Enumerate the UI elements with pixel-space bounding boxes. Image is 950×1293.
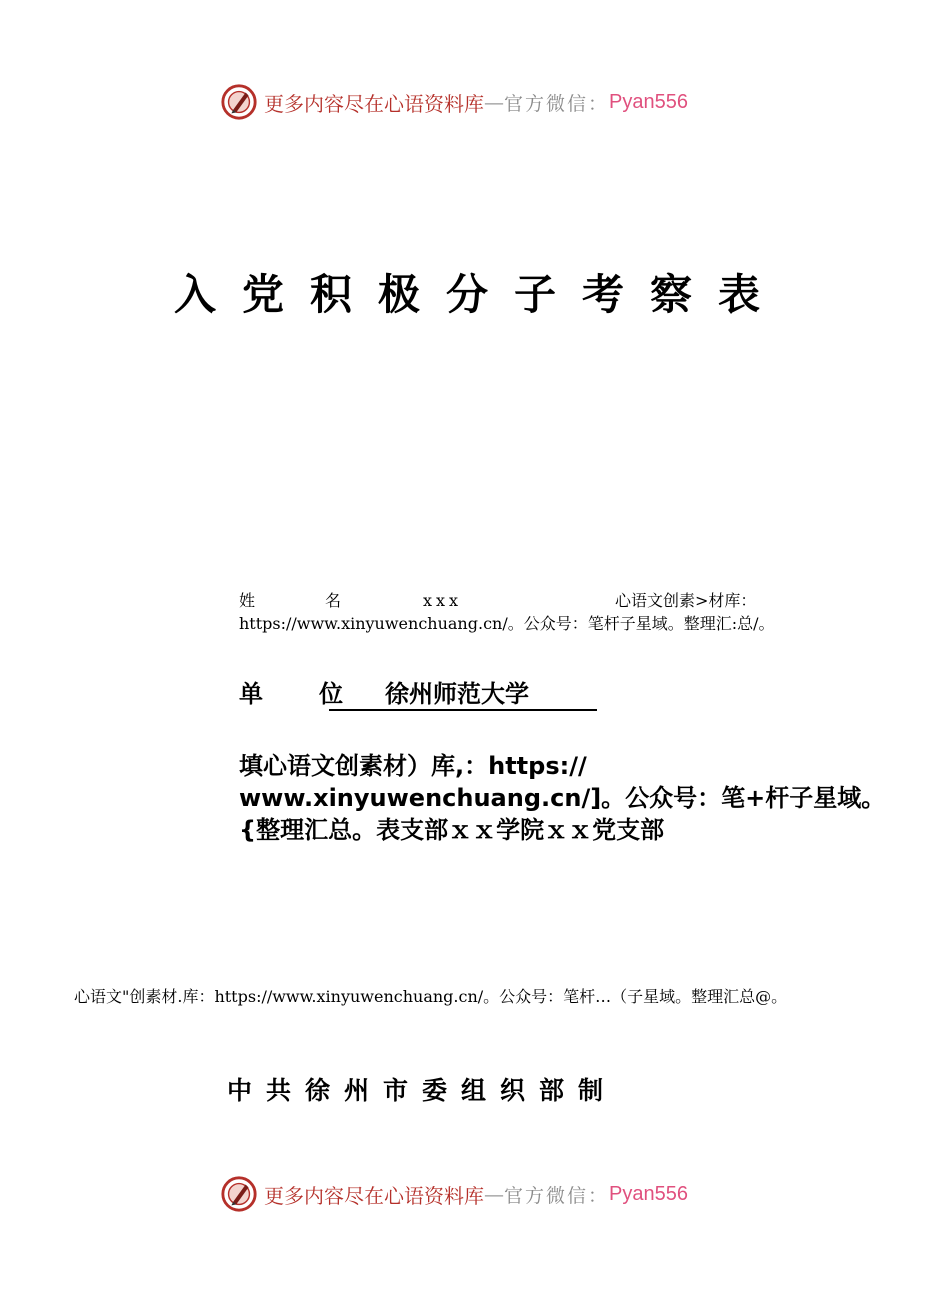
name-label: 姓名 [239,591,412,610]
issuing-organization: 中共徐州市委组织部制 [227,1076,618,1105]
unit-label: 单位 [239,680,399,708]
document-title: 入党积极分子考察表 [173,270,786,319]
footer-banner [220,1174,688,1214]
unit-value: 徐州师范大学 [329,679,597,711]
banner-dash: — [484,1182,504,1206]
banner-dash: — [484,90,504,114]
header-banner [220,82,688,122]
unit-row [239,674,597,711]
watermark-line2: https://www.xinyuwenchuang.cn/。公众号：笔杆子星域。整理汇:总/。 [239,614,775,633]
banner-wechat-id: Pyan556 [609,90,688,113]
banner-wechat-id: Pyan556 [609,1182,688,1205]
banner-text: 更多内容尽在心语资料库 [264,91,484,116]
branch-line-3: {整理汇总。表支部ｘｘ学院ｘｘ党支部 [239,816,665,844]
pen-seal-logo-icon [220,83,258,121]
watermark-mid: 心语文"创素材.库：https://www.xinyuwenchuang.cn/。公众号：笔杆…（子星域。整理汇总@。 [74,987,788,1006]
pen-seal-logo-icon [220,1175,258,1213]
branch-line-1: 填心语文创素材）库,：https:// [239,752,587,780]
banner-text: 更多内容尽在心语资料库 [264,1183,484,1208]
name-row [239,588,756,611]
banner-wechat-label: 官方微信： [504,92,610,115]
branch-line-2: www.xinyuwenchuang.cn/]。公众号：笔+杆子星域。 [239,784,886,812]
branch-block [239,750,885,846]
banner-wechat-label: 官方微信： [504,1184,610,1207]
name-value: xxx [423,591,463,610]
watermark-line1: 心语文创素>材库： [615,591,757,610]
